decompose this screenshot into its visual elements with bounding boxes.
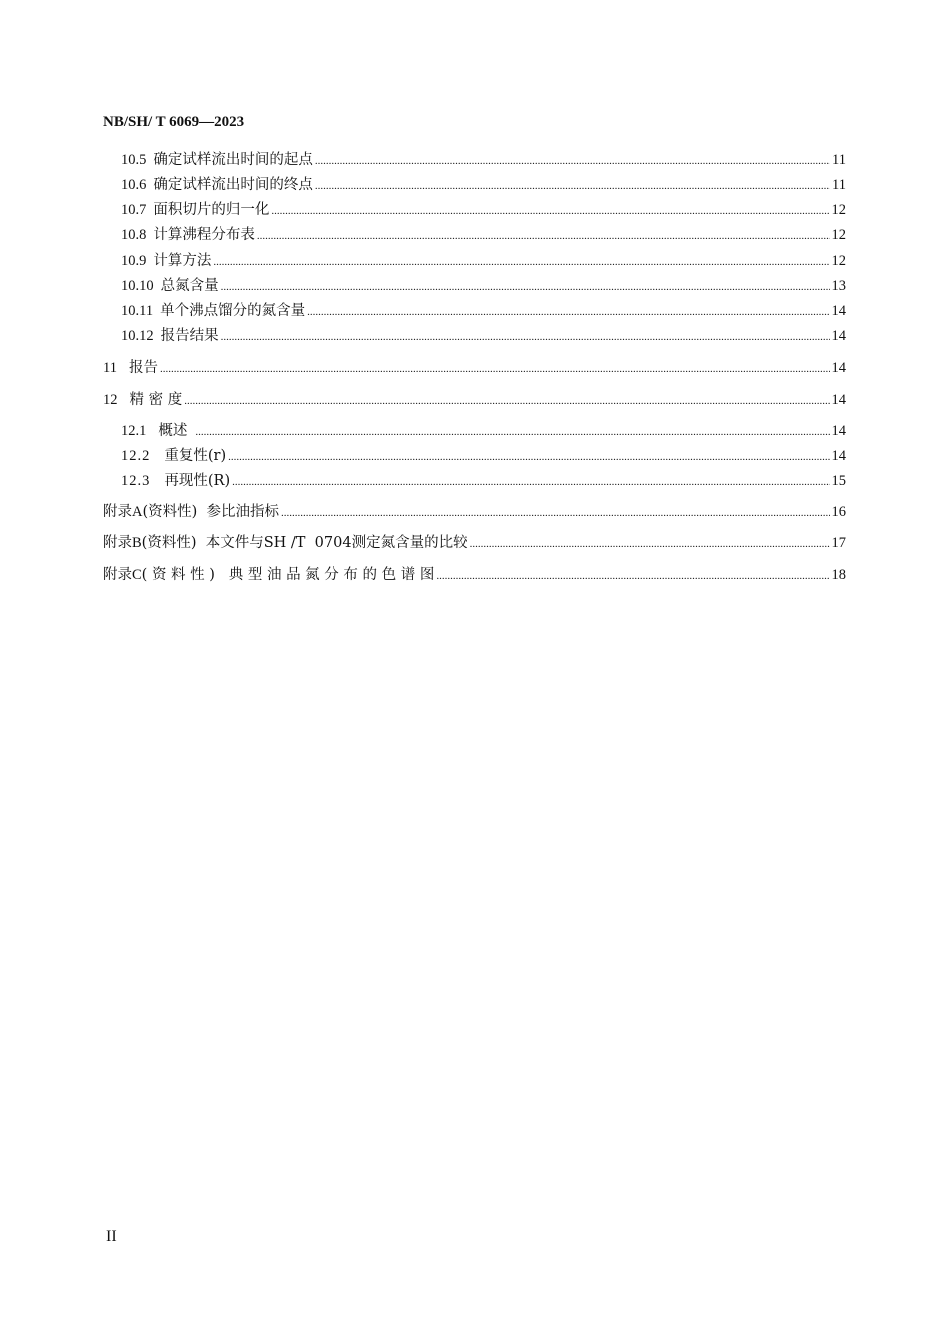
toc-entry-page: 13 (831, 278, 846, 294)
toc-entry-title: (资料性) 本文件与SH /T 0704测定氮含量的比较 (141, 535, 468, 551)
toc-entry-page: 18 (831, 567, 846, 583)
toc-entry-page: 14 (831, 360, 846, 376)
toc-leader-dots (257, 226, 830, 246)
toc-leader-dots (436, 566, 829, 586)
toc-entry-title: 确定试样流出时间的起点 (153, 152, 313, 168)
toc-entry-title: 面积切片的归一化 (153, 202, 270, 218)
toc-entry-number: 10.9 (121, 253, 147, 269)
toc-entry-12[interactable] (103, 390, 846, 410)
toc-entry-appendix-c[interactable] (103, 565, 846, 585)
toc-entry-number: 附录A (103, 504, 143, 520)
toc-entry-title: 精 密 度 (129, 392, 183, 408)
toc-entry-title: 重复性(r) (164, 448, 227, 464)
toc-leader-dots (228, 447, 829, 467)
toc-leader-dots (221, 277, 830, 297)
toc-leader-dots (281, 503, 829, 523)
toc-entry-title: 概述 (158, 423, 188, 439)
toc-entry-page: 16 (831, 504, 846, 520)
toc-entry-number: 12.1 (121, 423, 147, 439)
toc-leader-dots (232, 472, 829, 492)
page-number: II (106, 1228, 117, 1245)
toc-entry-title: ( 资 料 性 ) 典 型 油 品 氮 分 布 的 色 谱 图 (141, 567, 435, 583)
toc-entry-appendix-b[interactable] (103, 533, 846, 553)
toc-leader-dots (315, 151, 830, 171)
toc-entry-number: 10.11 (121, 303, 154, 319)
toc-entry-page: 14 (831, 448, 846, 464)
toc-entry-title: 再现性(R) (164, 473, 231, 489)
toc-entry-title: 计算方法 (153, 253, 212, 269)
toc-leader-dots (470, 534, 830, 554)
toc-entry-title: 报告 (128, 360, 158, 376)
toc-leader-dots (213, 252, 829, 272)
toc-entry-page: 11 (832, 152, 846, 168)
toc-entry-page: 14 (831, 328, 846, 344)
toc-entry-12-1[interactable] (121, 421, 846, 441)
toc-entry-page: 14 (831, 423, 846, 439)
toc-entry-number: 附录B (103, 535, 142, 551)
toc-entry-number: 10.12 (121, 328, 154, 344)
toc-leader-dots (160, 359, 830, 379)
toc-entry-10-9[interactable] (121, 251, 846, 271)
toc-entry-page: 12 (831, 202, 846, 218)
toc-entry-number: 10.8 (121, 227, 147, 243)
toc-entry-page: 14 (831, 392, 846, 408)
document-standard-number: NB/SH/ T 6069—2023 (103, 114, 245, 130)
toc-leader-dots (184, 391, 829, 411)
toc-entry-10-8[interactable] (121, 225, 846, 245)
toc-entry-page: 15 (831, 473, 846, 489)
toc-entry-number: 12.3 (121, 473, 151, 489)
toc-entry-12-2[interactable] (121, 446, 846, 466)
toc-entry-10-5[interactable] (121, 150, 846, 170)
toc-entry-page: 17 (831, 535, 846, 551)
toc-entry-number: 附录C (103, 567, 142, 583)
toc-entry-title: 单个沸点馏分的氮含量 (160, 303, 306, 319)
toc-leader-dots (307, 302, 829, 322)
toc-entry-title: 总氮含量 (160, 278, 219, 294)
toc-entry-page: 12 (831, 253, 846, 269)
toc-entry-11[interactable] (103, 358, 846, 378)
toc-entry-appendix-a[interactable] (103, 502, 846, 522)
toc-entry-number: 11 (103, 360, 117, 376)
toc-entry-number: 12.2 (121, 448, 151, 464)
toc-entry-number: 10.7 (121, 202, 147, 218)
toc-entry-page: 11 (832, 177, 846, 193)
toc-entry-12-3[interactable] (121, 471, 846, 491)
toc-entry-10-12[interactable] (121, 326, 846, 346)
toc-entry-number: 10.10 (121, 278, 154, 294)
toc-leader-dots (315, 176, 830, 196)
toc-entry-10-7[interactable] (121, 200, 846, 220)
toc-entry-title: 报告结果 (160, 328, 219, 344)
toc-leader-dots (221, 327, 830, 347)
toc-entry-page: 12 (831, 227, 846, 243)
toc-entry-number: 12 (103, 392, 118, 408)
toc-entry-title: (资料性) 参比油指标 (142, 504, 280, 520)
toc-leader-dots (195, 422, 829, 442)
toc-entry-number: 10.5 (121, 152, 147, 168)
toc-entry-10-10[interactable] (121, 276, 846, 296)
toc-entry-title: 计算沸程分布表 (153, 227, 255, 243)
toc-entry-page: 14 (831, 303, 846, 319)
toc-leader-dots (271, 201, 829, 221)
toc-entry-10-11[interactable] (121, 301, 846, 321)
toc-entry-10-6[interactable] (121, 175, 846, 195)
toc-entry-number: 10.6 (121, 177, 147, 193)
toc-entry-title: 确定试样流出时间的终点 (153, 177, 313, 193)
